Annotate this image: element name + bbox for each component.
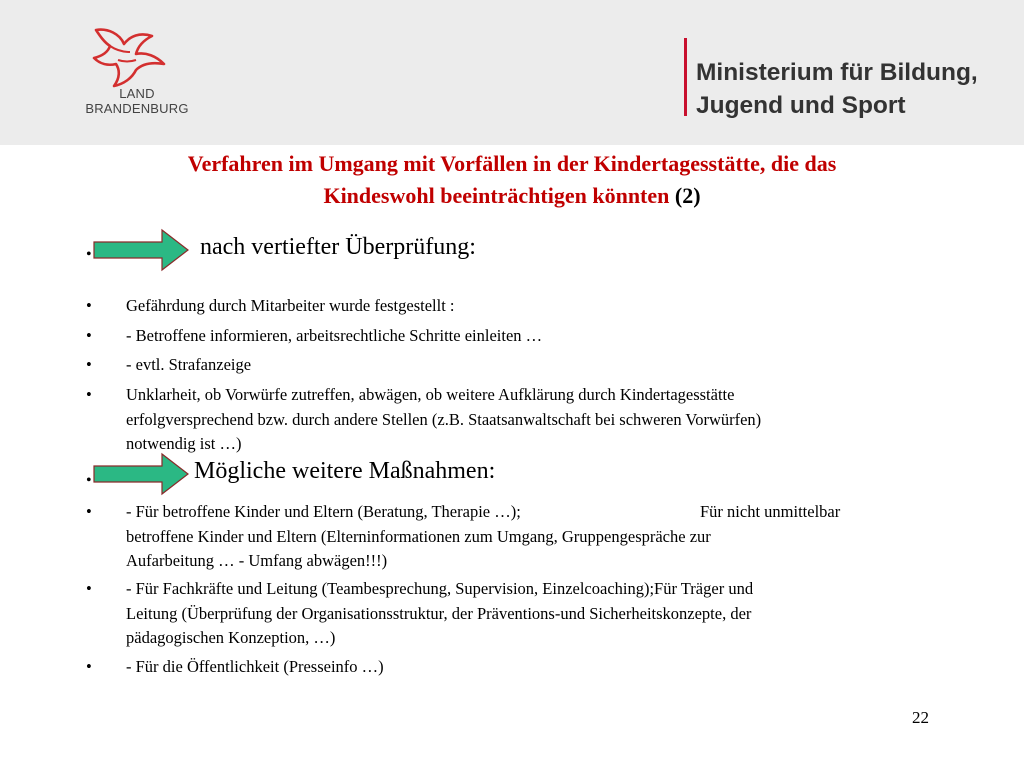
list-item-text: - evtl. Strafanzeige xyxy=(126,355,252,374)
ministry-line-2: Jugend und Sport xyxy=(696,92,906,119)
title-line-1: Verfahren im Umgang mit Vorfällen in der Kindertagesstätte, die das xyxy=(187,151,837,176)
list-item-text: erfolgversprechend bzw. durch andere Stellen (z.B. Staatsanwaltschaft bei schweren Vorwürfen) xyxy=(126,409,762,429)
bullet: • xyxy=(86,246,92,263)
list-item-text: pädagogischen Konzeption, …) xyxy=(126,628,336,647)
list-item-text: Aufarbeitung … - Umfang abwägen!!!) xyxy=(126,551,388,570)
right-arrow-icon xyxy=(92,452,192,496)
logo-text-land: LAND xyxy=(119,86,155,101)
list-item-text: - Für Fachkräfte und Leitung (Teambesprechung, Supervision, Einzelcoaching);Für Träger und xyxy=(126,579,754,598)
list-item-text: Für nicht unmittelbar xyxy=(700,502,841,521)
right-arrow-icon xyxy=(92,228,192,272)
list-item-text: notwendig ist …) xyxy=(126,434,242,453)
bullet: • xyxy=(86,579,92,598)
logo-text-brandenburg: BRANDENBURG xyxy=(85,101,189,116)
bullet: • xyxy=(86,296,92,315)
bullet: • xyxy=(86,502,92,521)
title-number: (2) xyxy=(674,183,701,208)
list-item-text: Gefährdung durch Mitarbeiter wurde festgestellt : xyxy=(126,296,455,315)
list-item-text: - Betroffene informieren, arbeitsrechtliche Schritte einleiten … xyxy=(126,326,543,345)
section2-heading: Mögliche weitere Maßnahmen: xyxy=(194,458,496,484)
list-item-text: - Für die Öffentlichkeit (Presseinfo …) xyxy=(126,657,384,676)
bullet: • xyxy=(86,326,92,345)
bullet: • xyxy=(86,385,92,404)
page-number: 22 xyxy=(912,708,929,727)
list-item-text: Leitung (Überprüfung der Organisationsstruktur, der Präventions-und Sicherheitskonzepte, der xyxy=(126,603,752,623)
bullet: • xyxy=(86,355,92,374)
section1-heading: nach vertiefter Überprüfung: xyxy=(200,234,476,260)
list-item-text: Unklarheit, ob Vorwürfe zutreffen, abwägen, ob weitere Aufklärung durch Kindertagesstätte xyxy=(126,385,735,404)
ministry-line-1: Ministerium für Bildung, xyxy=(696,59,978,86)
list-item-text: betroffene Kinder und Eltern (Elterninformationen zum Umgang, Gruppengespräche zur xyxy=(126,526,711,546)
title-line-2: Kindeswohl beeinträchtigen könnten xyxy=(323,183,670,208)
list-item-text: - Für betroffene Kinder und Eltern (Beratung, Therapie …); xyxy=(126,502,521,521)
bullet: • xyxy=(86,472,92,489)
bullet: • xyxy=(86,657,92,676)
